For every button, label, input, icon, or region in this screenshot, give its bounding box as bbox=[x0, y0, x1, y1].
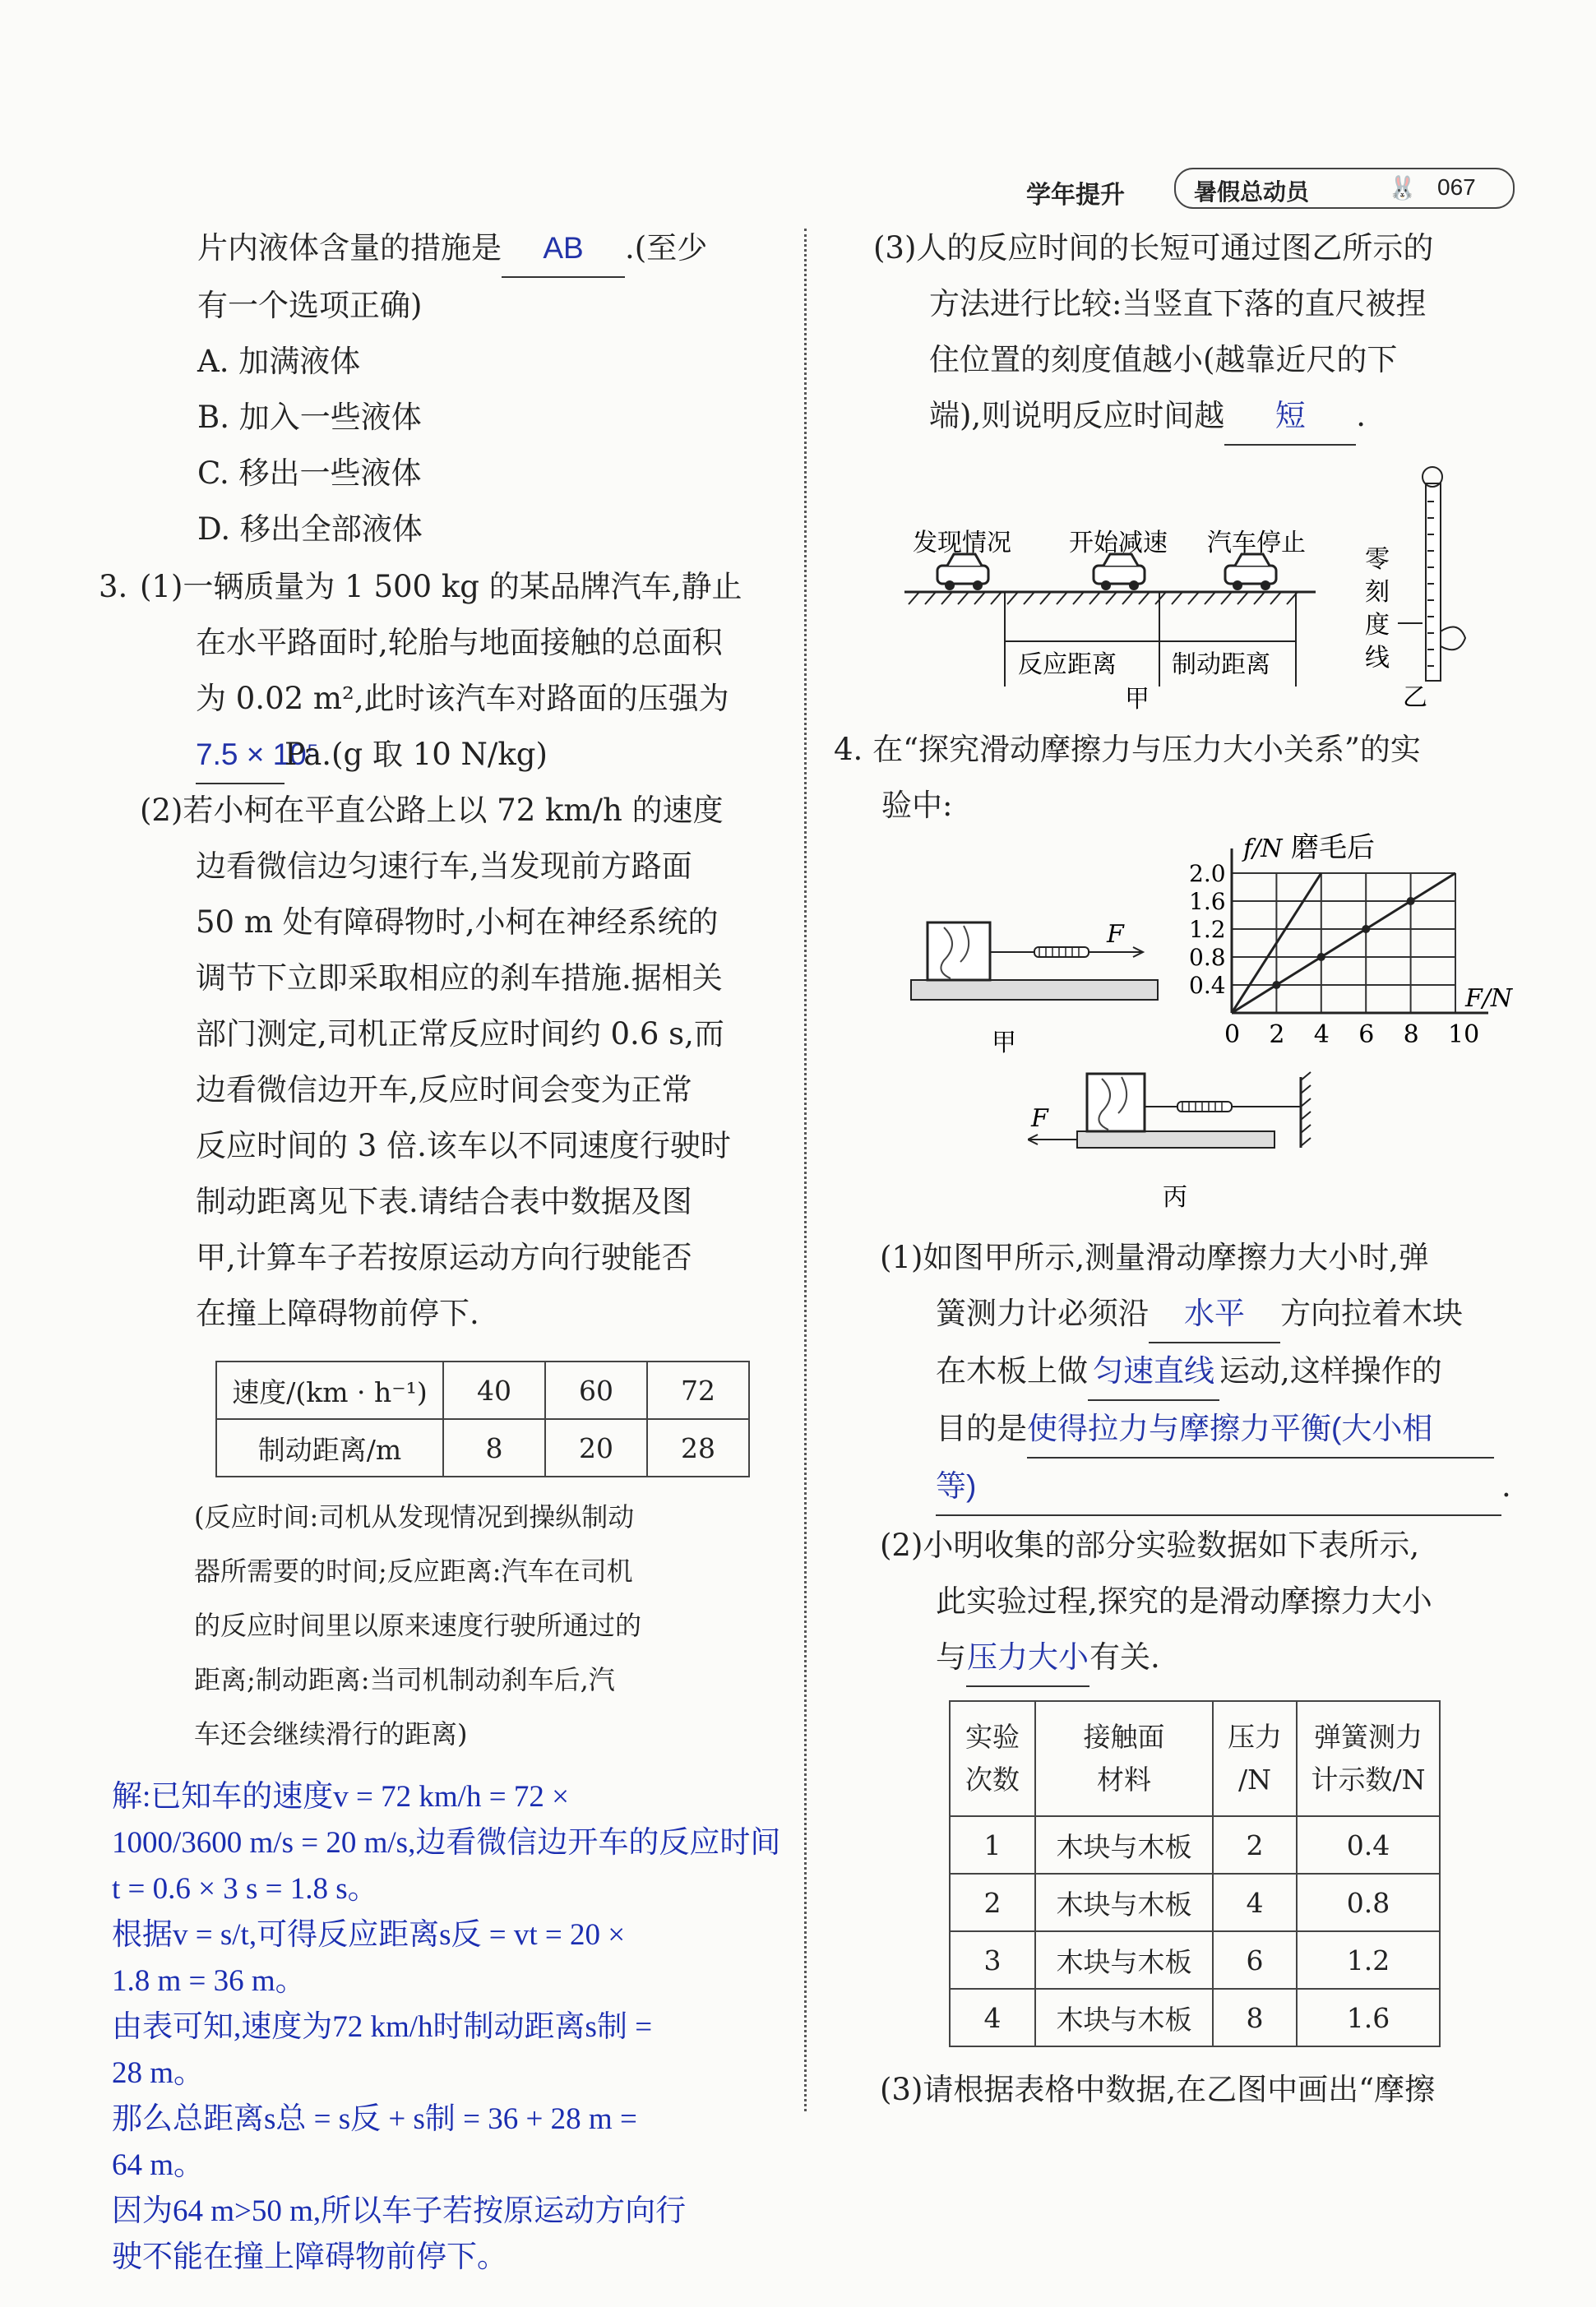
q3-p1: (1)一辆质量为 1 500 kg 的某品牌汽车,静止 bbox=[140, 569, 742, 604]
brand-label: 学年提升 bbox=[1026, 182, 1125, 209]
answer-blank: 水平 bbox=[1149, 1286, 1280, 1343]
table-cell: 60 bbox=[545, 1362, 647, 1419]
answer-blank: 7.5 × 10⁵ bbox=[196, 727, 285, 784]
y-tick-label: 1.2 bbox=[1189, 916, 1226, 943]
table-cell: 20 bbox=[545, 1419, 647, 1477]
option-a: A. 加满液体 bbox=[197, 344, 361, 379]
table-cell: 28 bbox=[647, 1419, 749, 1477]
x-tick-label: 10 bbox=[1448, 1020, 1480, 1049]
wood-block bbox=[928, 922, 990, 980]
p1-block: (1)如图甲所示,测量滑动摩擦力大小时,弹 簧测力计必须沿 水平 方向拉着木块 在木板上做 匀速直线 运动,这样操作的 目的是使得拉力与摩擦力平衡(大小相 等) . bbox=[880, 1230, 1511, 1516]
data-point bbox=[1362, 925, 1370, 933]
y-tick-label: 1.6 bbox=[1189, 888, 1226, 915]
caption-jia: 甲 bbox=[1125, 685, 1150, 714]
answer-blank: 匀速直线 bbox=[1088, 1343, 1219, 1401]
q3-number: 3. bbox=[99, 569, 128, 604]
caption-bing: 丙 bbox=[1163, 1183, 1187, 1212]
car-icon bbox=[1094, 554, 1145, 590]
q3-p3: (3)人的反应时间的长短可通过图乙所示的 方法进行比较:当竖直下落的直尺被捏 住位置的刻度值越小(越靠近尺的下 端),则说明反应时间越 短 . bbox=[873, 220, 1433, 446]
x-tick-label: 4 bbox=[1313, 1020, 1330, 1049]
page-number: 067 bbox=[1437, 174, 1476, 200]
x-tick-label: 0 bbox=[1224, 1020, 1241, 1049]
table-cell: 72 bbox=[647, 1362, 749, 1419]
table-header: 压力 /N bbox=[1213, 1701, 1297, 1816]
q3-p1c: 为 0.02 m²,此时该汽车对路面的压强为 bbox=[196, 681, 729, 716]
vertical-label-char: 零 bbox=[1365, 545, 1390, 574]
label-slowdown: 开始减速 bbox=[1069, 529, 1168, 557]
force-label: F bbox=[1107, 920, 1124, 949]
data-point bbox=[1407, 897, 1415, 905]
label-braking-distance: 制动距离 bbox=[1172, 650, 1270, 679]
p3-line: (3)请根据表格中数据,在乙图中画出“摩擦 bbox=[880, 2072, 1436, 2107]
friction-setup-jia bbox=[895, 911, 1174, 1067]
q3-p1d: 7.5 × 10⁵Pa.(g 取 10 N/kg) bbox=[196, 727, 548, 784]
option-b: B. 加入一些液体 bbox=[197, 400, 422, 435]
q4-intro: 4. 在“探究滑动摩擦力与压力大小关系”的实 验中: bbox=[834, 732, 1421, 823]
wooden-board bbox=[911, 980, 1158, 1000]
table-row: 1 木块与木板 2 0.4 bbox=[950, 1816, 1440, 1874]
table-header: 弹簧测力 计示数/N bbox=[1297, 1701, 1440, 1816]
q2-line2: 有一个选项正确) bbox=[197, 288, 423, 323]
vertical-label-char: 度 bbox=[1365, 611, 1390, 640]
data-point bbox=[1317, 953, 1325, 961]
data-point bbox=[1272, 981, 1280, 989]
p2-block: (2)小明收集的部分实验数据如下表所示, 此实验过程,探究的是滑动摩擦力大小 与压力大小有关. bbox=[880, 1518, 1432, 1687]
wooden-board bbox=[1077, 1131, 1274, 1148]
label-stop: 汽车停止 bbox=[1207, 529, 1306, 557]
x-axis-label: F/N bbox=[1465, 984, 1513, 1013]
table-row: 3 木块与木板 6 1.2 bbox=[950, 1931, 1440, 1989]
q3-p2: (2)若小柯在平直公路上以 72 km/h 的速度 边看微信边匀速行车,当发现前方路面 50 m 处有障碍物时,小柯在神经系统的 调节下立即采取相应的刹车措施.据相关 部门测定,司机正常反应时间约 0.6 s,而 边看微信边开车,反应时间会变为正常 反应时间的 3 倍.该车以不同速度行驶时 制动距离见下表.请结合表中数据及图 甲,计算车子若按原运动方向行驶能否 在撞上障碍物前停下. bbox=[140, 793, 731, 1331]
experiment-table bbox=[949, 1700, 1441, 2047]
option-c: C. 移出一些液体 bbox=[197, 455, 422, 491]
car-icon bbox=[937, 554, 988, 590]
spring-scale bbox=[1034, 947, 1089, 957]
table-cell: 制动距离/m bbox=[216, 1419, 443, 1477]
answer-blank: AB bbox=[502, 220, 625, 278]
table-header: 实验 次数 bbox=[950, 1701, 1035, 1816]
road-hatching bbox=[909, 592, 1298, 604]
hand-icon bbox=[1441, 627, 1465, 650]
y-axis-label: f/N bbox=[1243, 834, 1283, 863]
ruler bbox=[1426, 483, 1441, 681]
wall-hatching bbox=[1301, 1072, 1311, 1146]
x-tick-label: 6 bbox=[1358, 1020, 1375, 1049]
y-tick-label: 0.4 bbox=[1189, 972, 1226, 999]
column-divider bbox=[804, 229, 807, 2111]
table-cell: 速度/(km · h⁻¹) bbox=[216, 1362, 443, 1419]
answer-blank: 使得拉力与摩擦力平衡(大小相 bbox=[1027, 1401, 1494, 1459]
wood-block bbox=[1087, 1074, 1145, 1131]
vertical-label-char: 线 bbox=[1365, 644, 1390, 673]
q3-p1b: 在水平路面时,轮胎与地面接触的总面积 bbox=[196, 625, 723, 660]
ruler-figure bbox=[1349, 460, 1480, 724]
y-tick-label: 2.0 bbox=[1189, 860, 1226, 887]
chart-title: 磨毛后 bbox=[1291, 831, 1375, 864]
x-tick-label: 2 bbox=[1269, 1020, 1285, 1049]
y-tick-label: 0.8 bbox=[1189, 944, 1226, 971]
note-block: (反应时间:司机从发现情况到操纵制动 器所需要的时间;反应距离:汽车在司机 的反应时间里以原来速度行驶所通过的 距离;制动距离:当司机制动刹车后,汽 车还会继续滑行的距离) bbox=[194, 1501, 642, 1750]
table-cell: 40 bbox=[443, 1362, 545, 1419]
car-distance-figure bbox=[904, 526, 1332, 715]
x-tick-label: 8 bbox=[1403, 1020, 1419, 1049]
series-label: 暑假总动员 bbox=[1194, 179, 1310, 205]
option-d: D. 移出全部液体 bbox=[197, 511, 423, 547]
vertical-label-char: 刻 bbox=[1365, 578, 1390, 607]
table-header: 接触面 材料 bbox=[1035, 1701, 1213, 1816]
table-row: 4 木块与木板 8 1.6 bbox=[950, 1989, 1440, 2046]
spring-scale bbox=[1177, 1102, 1232, 1112]
solution-block: 解:已知车的速度v = 72 km/h = 72 × 1000/3600 m/s = 20 m/s,边看微信边开车的反应时间 t = 0.6 × 3 s = 1.8 s。 根据v = s/t,可得反应距离s反 = vt = 20 × 1.8 m = 36 m。 由表可知,速度为72 km/h时制动距离s制 = 28 m。 那么总距离s总 = s反 + s制 = 36 + 28 m = 64 m。 因为64 m>50 m,所以车子若按原运动方向行 驶不能在撞上障碍物前停下。 bbox=[112, 1780, 781, 2274]
series-line bbox=[1232, 873, 1455, 1013]
braking-table bbox=[215, 1361, 750, 1477]
table-cell: 8 bbox=[443, 1419, 545, 1477]
answer-blank: 短 bbox=[1224, 388, 1356, 446]
car-icon bbox=[1225, 554, 1276, 590]
table-row: 2 木块与木板 4 0.8 bbox=[950, 1874, 1440, 1931]
mascot-icon: 🐰 bbox=[1388, 174, 1417, 201]
caption-yi: 乙 bbox=[1403, 683, 1427, 712]
caption-jia: 甲 bbox=[992, 1029, 1016, 1057]
label-reaction-distance: 反应距离 bbox=[1018, 650, 1117, 679]
answer-blank: 等) bbox=[936, 1459, 1501, 1516]
label-discover: 发现情况 bbox=[913, 529, 1011, 557]
friction-chart bbox=[1184, 825, 1529, 1064]
answer-blank: 压力大小 bbox=[966, 1630, 1089, 1687]
q2-line: 片内液体含量的措施是 AB .(至少 bbox=[197, 220, 707, 278]
friction-setup-bing bbox=[1028, 1069, 1316, 1225]
series-badge bbox=[1174, 168, 1515, 209]
force-label: F bbox=[1031, 1104, 1048, 1133]
